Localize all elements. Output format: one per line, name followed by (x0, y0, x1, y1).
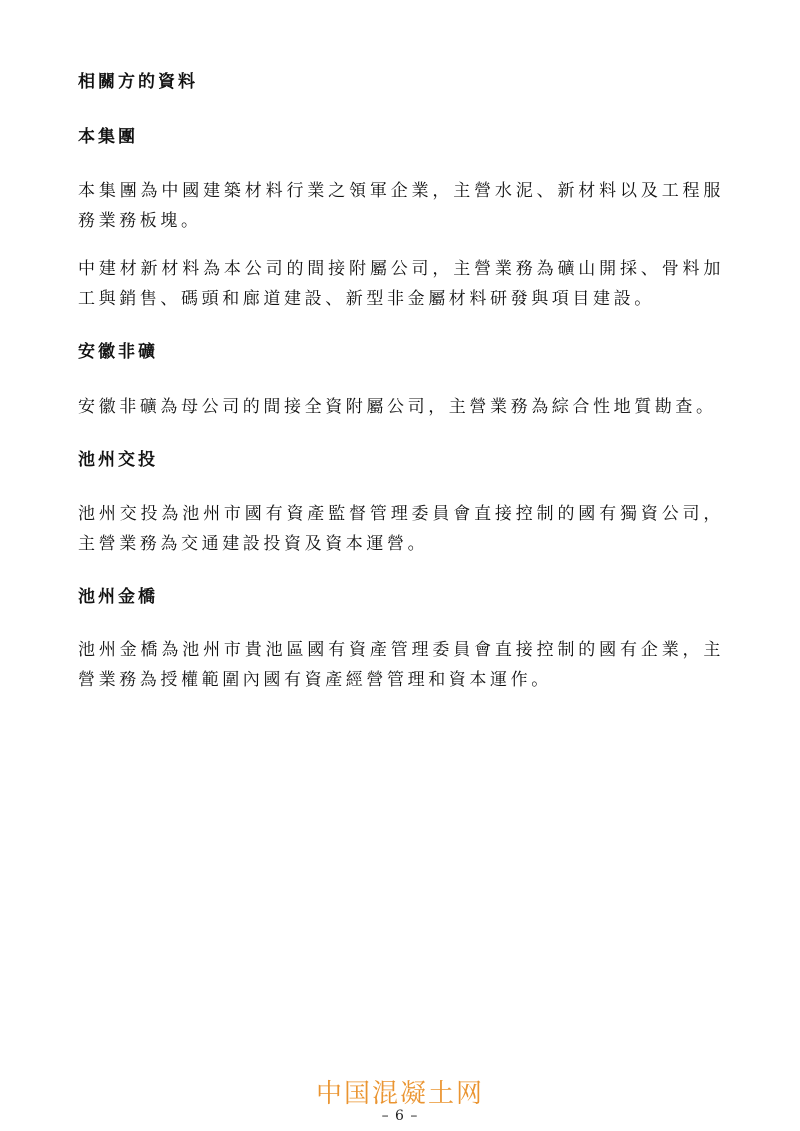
page-number: – 6 – (381, 1108, 419, 1124)
watermark-logo: 中国混凝土网 (315, 1079, 484, 1109)
paragraph-chizhou-jiaotou: 池州交投為池州市國有資產監督管理委員會直接控制的國有獨資公司，主營業務為交通建設投資及資本運營。 (78, 504, 724, 554)
section-heading-chizhou-jiaotou: 池州交投 (78, 450, 158, 470)
paragraph-group-description: 本集團為中國建築材料行業之領軍企業，主營水泥、新材料以及工程服務業務板塊。 (78, 181, 724, 231)
paragraph-chizhou-jinqiao: 池州金橋為池州市貴池區國有資產管理委員會直接控制的國有企業，主營業務為授權範圍內國有資產經營管理和資本運作。 (78, 640, 724, 690)
section-heading-chizhou-jinqiao: 池州金橋 (78, 587, 158, 607)
section-heading-group: 本集團 (78, 127, 138, 147)
paragraph-anhui: 安徽非礦為母公司的間接全資附屬公司，主營業務為綜合性地質勘查。 (78, 397, 717, 417)
section-heading-anhui: 安徽非礦 (78, 342, 158, 362)
page-title: 相關方的資料 (78, 72, 198, 92)
paragraph-cnbm-new-materials: 中建材新材料為本公司的間接附屬公司，主營業務為礦山開採、骨料加工與銷售、碼頭和廊道建設、新型非金屬材料研發與項目建設。 (78, 259, 724, 309)
